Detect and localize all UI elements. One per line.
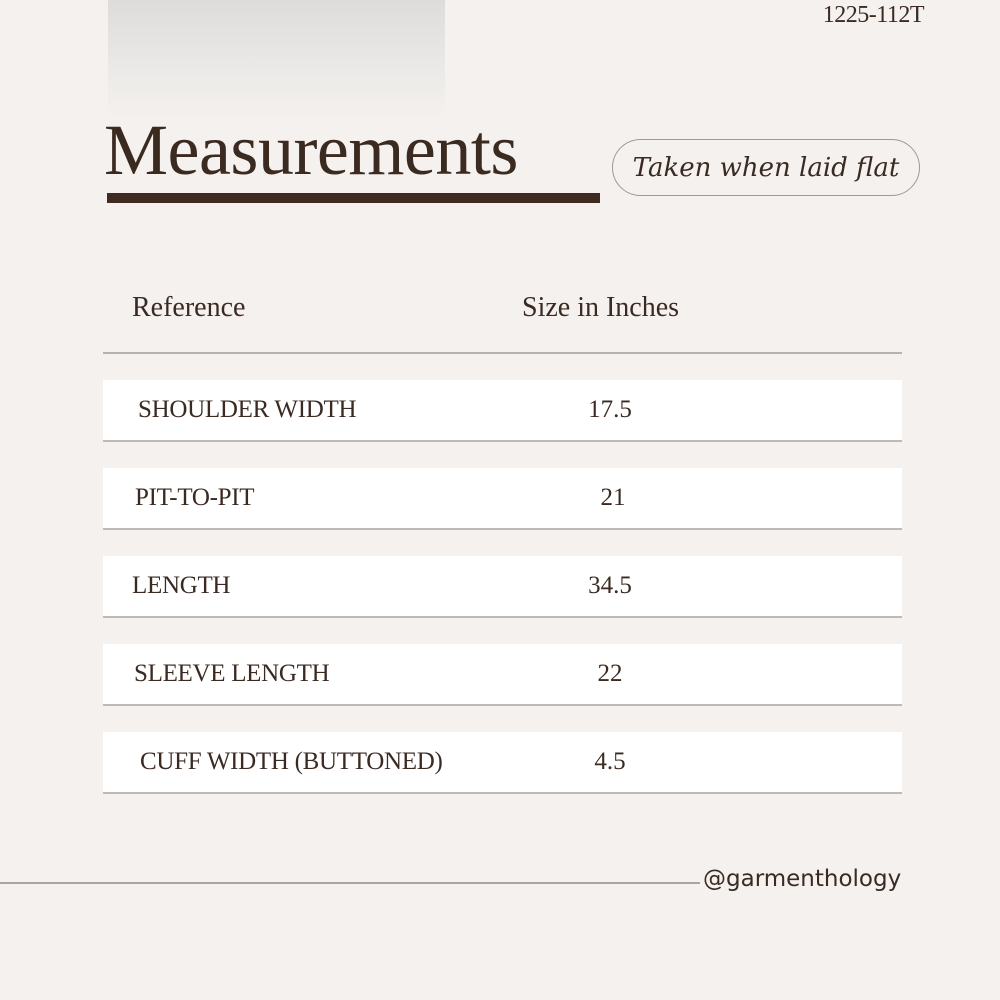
row-value: 17.5 bbox=[588, 396, 632, 423]
product-code: 1225-112T bbox=[822, 2, 924, 28]
row-value: 34.5 bbox=[588, 572, 632, 599]
column-header-size: Size in Inches bbox=[522, 292, 680, 323]
row-value: 22 bbox=[597, 660, 623, 687]
row-value: 4.5 bbox=[594, 748, 626, 775]
header-divider bbox=[103, 352, 902, 354]
row-label: LENGTH bbox=[132, 572, 231, 599]
row-label: PIT-TO-PIT bbox=[135, 484, 255, 511]
row-label: CUFF WIDTH (BUTTONED) bbox=[140, 748, 443, 775]
top-shade-decoration bbox=[108, 0, 445, 120]
subtitle-pill bbox=[612, 139, 920, 196]
page-title: Measurements bbox=[104, 110, 518, 190]
title-underline bbox=[107, 193, 600, 203]
table-row bbox=[103, 556, 902, 618]
row-value: 21 bbox=[600, 484, 626, 511]
social-handle: @garmenthology bbox=[703, 866, 902, 892]
table-row bbox=[103, 380, 902, 442]
subtitle-text: Taken when laid flat bbox=[632, 152, 900, 183]
row-label: SHOULDER WIDTH bbox=[138, 396, 357, 423]
column-header-reference: Reference bbox=[132, 292, 246, 323]
table-row bbox=[103, 732, 902, 794]
footer-divider bbox=[0, 882, 700, 884]
table-row bbox=[103, 644, 902, 706]
table-row bbox=[103, 468, 902, 530]
row-label: SLEEVE LENGTH bbox=[134, 660, 330, 687]
